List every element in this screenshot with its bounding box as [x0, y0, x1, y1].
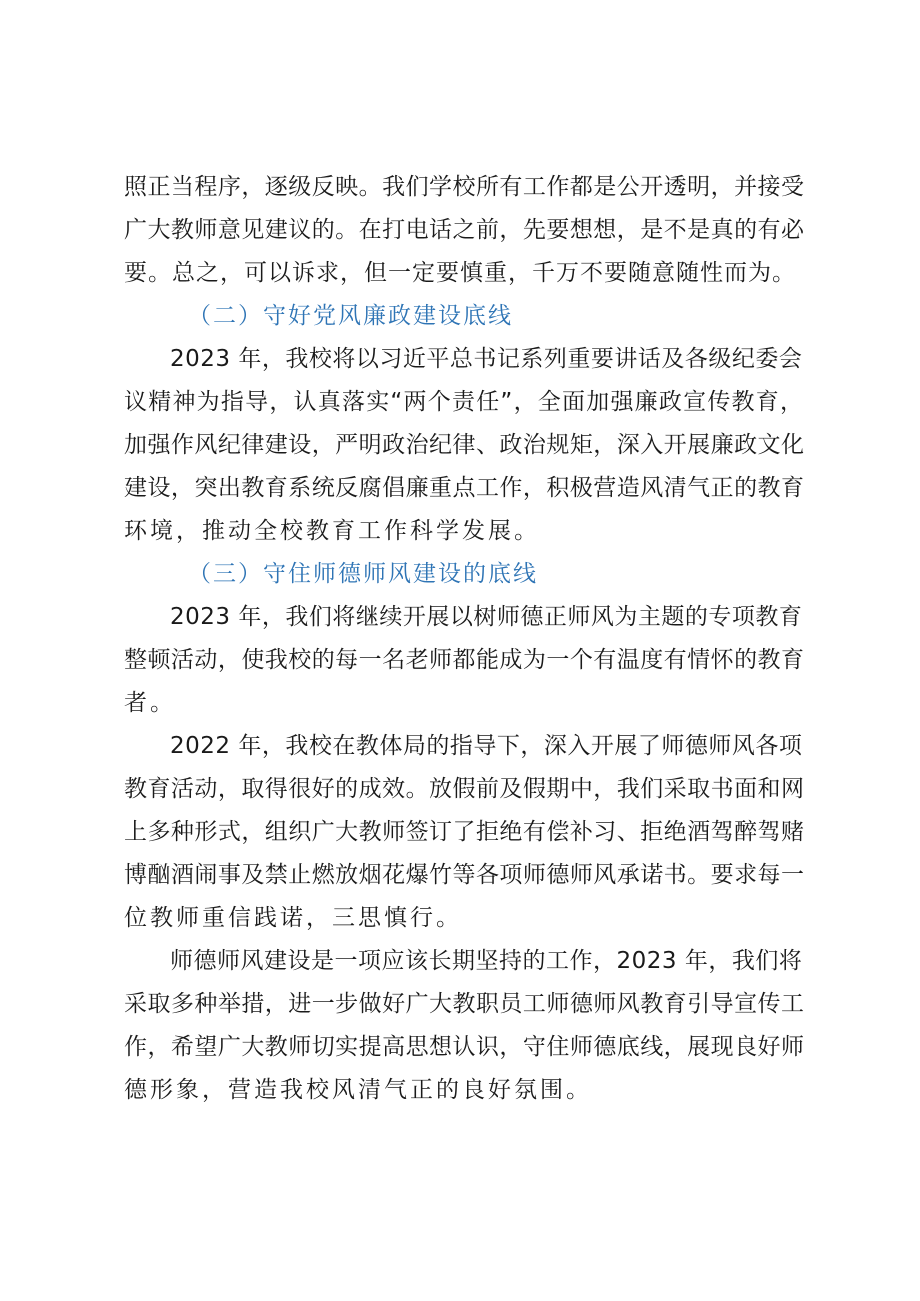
paragraph-line: 位教师重信践诺，三思慎行。: [124, 905, 462, 931]
paragraph-line: 2023 年，我们将继续开展以树师德正师风为主题的专项教育: [170, 604, 803, 630]
paragraph-line: 照正当程序，逐级反映。我们学校所有工作都是公开透明，并接受: [124, 174, 804, 200]
paragraph-line: 议精神为指导，认真落实“两个责任”，全面加强廉政宣传教育，: [124, 389, 804, 415]
paragraph-line: 者。: [124, 690, 176, 716]
paragraph-line: 环境，推动全校教育工作科学发展。: [124, 518, 540, 544]
paragraph-line: 博酗酒闹事及禁止燃放烟花爆竹等各项师德师风承诺书。要求每一: [124, 862, 804, 888]
paragraph-line: 广大教师意见建议的。在打电话之前，先要想想，是不是真的有必: [124, 217, 804, 243]
paragraph-line: 采取多种举措，进一步做好广大教职员工师德师风教育引导宣传工: [124, 991, 804, 1017]
paragraph-line: 整顿活动，使我校的每一名老师都能成为一个有温度有情怀的教育: [124, 647, 804, 673]
paragraph-line: 建设，突出教育系统反腐倡廉重点工作，积极营造风清气正的教育: [124, 475, 804, 501]
paragraph-line: 教育活动，取得很好的成效。放假前及假期中，我们采取书面和网: [124, 776, 804, 802]
paragraph-line: 上多种形式，组织广大教师签订了拒绝有偿补习、拒绝酒驾醉驾赌: [124, 819, 804, 845]
paragraph-line: 加强作风纪律建设，严明政治纪律、政治规矩，深入开展廉政文化: [124, 432, 804, 458]
paragraph-line: 师德师风建设是一项应该长期坚持的工作，2023 年，我们将: [170, 948, 803, 974]
section-heading: （三）守住师德师风建设的底线: [188, 561, 538, 587]
paragraph-line: 作，希望广大教师切实提高思想认识，守住师德底线，展现良好师: [124, 1034, 804, 1060]
paragraph-line: 要。总之，可以诉求，但一定要慎重，千万不要随意随性而为。: [124, 260, 796, 286]
paragraph-line: 2022 年，我校在教体局的指导下，深入开展了师德师风各项: [170, 733, 803, 759]
paragraph-line: 2023 年，我校将以习近平总书记系列重要讲话及各级纪委会: [170, 346, 803, 372]
section-heading: （二）守好党风廉政建设底线: [188, 303, 513, 329]
paragraph-line: 德形象，营造我校风清气正的良好氛围。: [124, 1077, 592, 1103]
